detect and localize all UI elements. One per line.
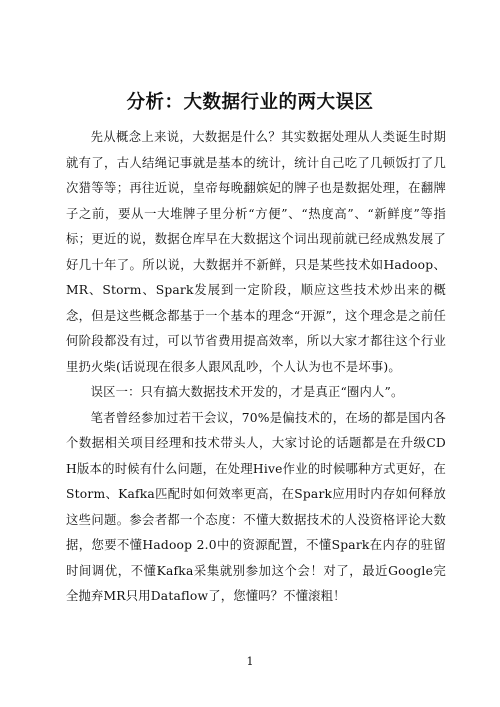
- page-number: 1: [246, 655, 254, 668]
- paragraph-conference: 笔者曾经参加过若干会议，70%是偏技术的，在场的都是国内各个数据相关项目经理和技术带头人，大家讨论的话题都是在升级CDH版本的时候有什么问题，在处理Hive作业的时候哪种方式更好，在Storm、Kafka匹配时如何效率更高，在Spark应用时内存如何释放这些问题。参会者都一个态度：不懂大数据技术的人没资格评论大数据，您要不懂Hadoop 2.0中的资源配置，不懂Spark在内存的驻留时间调优，不懂Kafka采集就别参加这个会！对了，最近Google完全抛弃MR只用Dataflow了，您懂吗？不懂滚粗！: [66, 410, 446, 603]
- document-title: 分析：大数据行业的两大误区: [126, 92, 374, 113]
- document-body: [66, 125, 446, 610]
- paragraph-intro: 先从概念上来说，大数据是什么？其实数据处理从人类诞生时期就有了，古人结绳记事就是基本的统计，统计自己吃了几顿饭打了几次猎等等；再往近说，皇帝每晚翻嫔妃的牌子也是数据处理，在翻牌子之前，要从一大堆牌子里分析“方便”、“热度高”、“新鲜度”等指标；更近的说，数据仓库早在大数据这个词出现前就已经成熟发展了好几十年了。所以说，大数据并不新鲜，只是某些技术如Hadoop、MR、Storm、Spark发展到一定阶段，顺应这些技术炒出来的概念，但是这些概念都基于一个基本的理念“开源”，这个理念是之前任何阶段都没有过，可以节省费用提高效率，所以大家才都往这个行业里扔火柴(话说现在很多人跟风乱吵，个人认为也不是坏事)。: [66, 130, 446, 374]
- paragraph-myth-one: 误区一：只有搞大数据技术开发的，才是真正“圈内人”。: [90, 385, 404, 399]
